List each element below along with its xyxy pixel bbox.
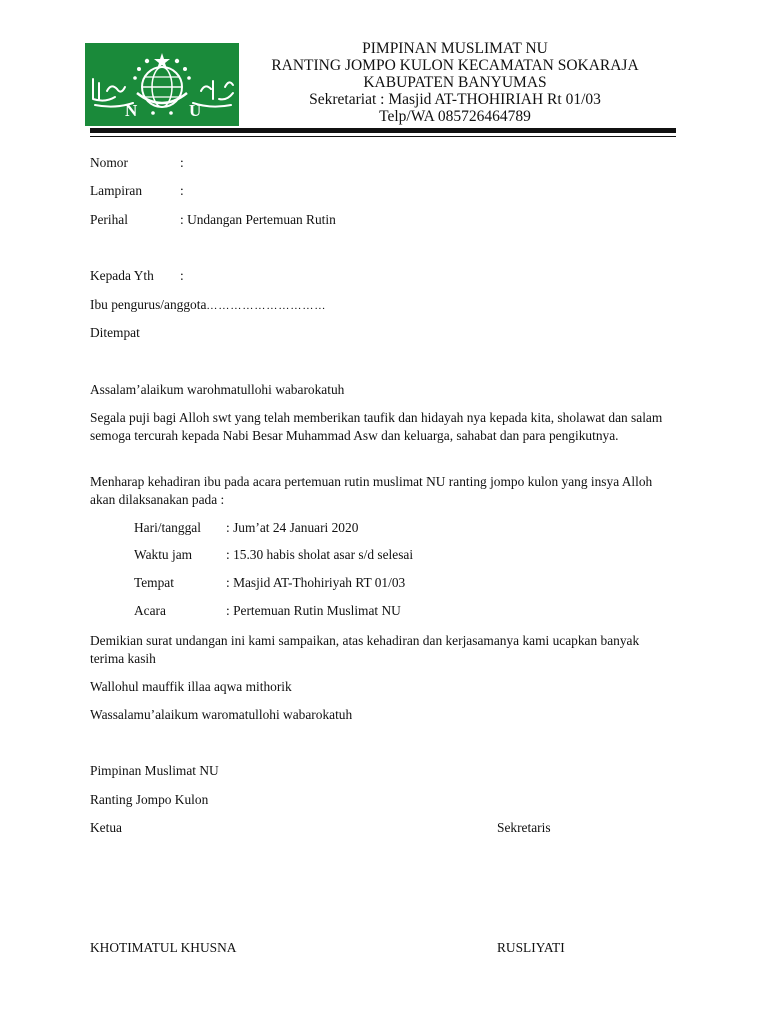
- nu-logo: [85, 43, 239, 126]
- paragraph-closing: Demikian surat undangan ini kami sampaikan, atas kehadiran dan kerjasamanya kami ucapkan banyak terima kasih: [90, 633, 640, 666]
- detail-label-place: Tempat: [134, 575, 174, 590]
- header-kabupaten: KABUPATEN BANYUMAS: [363, 74, 547, 91]
- header-divider-thick: [90, 128, 676, 133]
- detail-label-time: Waktu jam: [134, 547, 193, 562]
- detail-value-date: : Jum’at 24 Januari 2020: [226, 520, 359, 535]
- detail-value-place: : Masjid AT-Thohiriyah RT 01/03: [226, 575, 406, 590]
- header-sekretariat: Sekretariat : Masjid AT-THOHIRIAH Rt 01/03: [309, 91, 601, 108]
- lampiran-label: Lampiran: [90, 183, 143, 198]
- perihal-label: Perihal: [90, 212, 128, 227]
- nu-emblem-icon: [85, 43, 239, 126]
- greeting: Assalam’alaikum warohmatullohi wabarokatuh: [90, 382, 345, 397]
- detail-label-event: Acara: [134, 603, 166, 618]
- detail-value-event: : Pertemuan Rutin Muslimat NU: [226, 603, 401, 618]
- ditempat: Ditempat: [90, 325, 140, 340]
- signature-sekretaris-title: Sekretaris: [497, 820, 551, 835]
- perihal-value: : Undangan Pertemuan Rutin: [180, 212, 336, 227]
- kepada-label: Kepada Yth: [90, 268, 154, 283]
- header-contact: Telp/WA 085726464789: [379, 108, 531, 125]
- paragraph-opening: Segala puji bagi Alloh swt yang telah memberikan taufik dan hidayah nya kepada kita, sholawat dan salam semoga tercurah kepada Nabi Besar Muhammad Asw dan keluarga, sahabat dan para pengikutnya.: [90, 410, 663, 443]
- logo-letter-u: U: [189, 101, 202, 120]
- nomor-value: :: [180, 155, 184, 170]
- signature-ketua-name: KHOTIMATUL KHUSNA: [90, 940, 237, 955]
- detail-value-time: : 15.30 habis sholat asar s/d selesai: [226, 547, 414, 562]
- header-ranting: RANTING JOMPO KULON KECAMATAN SOKARAJA: [271, 57, 639, 74]
- lampiran-value: :: [180, 183, 184, 198]
- signature-org: Pimpinan Muslimat NU: [90, 763, 219, 778]
- header-divider-thin: [90, 136, 676, 137]
- paragraph-invitation: Menharap kehadiran ibu pada acara pertemuan rutin muslimat NU ranting jompo kulon yang insya Alloh akan dilaksanakan pada :: [90, 474, 653, 507]
- signature-ranting: Ranting Jompo Kulon: [90, 792, 209, 807]
- signature-sekretaris-name: RUSLIYATI: [497, 940, 565, 955]
- detail-label-date: Hari/tanggal: [134, 520, 201, 535]
- signature-ketua-title: Ketua: [90, 820, 122, 835]
- recipient-ibu: Ibu pengurus/anggota…………………………: [90, 297, 327, 312]
- closing-salam: Wassalamu’alaikum waromatullohi wabarokatuh: [90, 707, 353, 722]
- kepada-value: :: [180, 268, 184, 283]
- nomor-label: Nomor: [90, 155, 128, 170]
- header-org-title: PIMPINAN MUSLIMAT NU: [362, 40, 548, 57]
- closing-prayer: Wallohul mauffik illaa aqwa mithorik: [90, 679, 292, 694]
- logo-letter-n: N: [125, 101, 138, 120]
